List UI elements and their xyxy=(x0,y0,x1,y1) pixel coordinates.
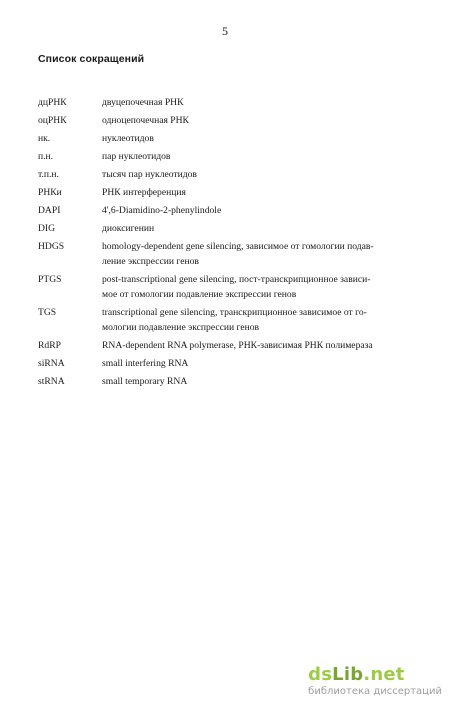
dslib-logo xyxy=(308,664,442,685)
abbreviation-row xyxy=(38,167,408,182)
abbreviation-term: RdRP xyxy=(38,340,61,351)
abbreviation-row xyxy=(38,272,408,302)
watermark-caption: библиотека диссертаций xyxy=(308,686,442,697)
abbreviation-row xyxy=(38,374,408,389)
abbreviation-term: РНКи xyxy=(38,187,62,198)
abbreviation-definition: homology-dependent gene silencing, зависимое от гомологии подав- ление экспрессии генов xyxy=(102,241,374,267)
abbreviation-term: TGS xyxy=(38,307,57,318)
abbreviation-definition: одноцепочечная РНК xyxy=(102,115,189,126)
abbreviation-row xyxy=(38,95,408,110)
abbreviation-definition: диоксигенин xyxy=(102,223,155,234)
abbreviation-term: DIG xyxy=(38,223,56,234)
abbreviation-definition: двуцепочечная РНК xyxy=(102,97,184,108)
abbreviation-row xyxy=(38,239,408,269)
abbreviation-term: дцРНК xyxy=(38,97,67,108)
abbreviation-term: HDGS xyxy=(38,241,65,252)
abbreviation-row xyxy=(38,221,408,236)
abbreviation-definition: тысяч пар нуклеотидов xyxy=(102,169,197,180)
abbreviation-row xyxy=(38,131,408,146)
abbreviation-definition: RNA-dependent RNA polymerase, РНК-зависимая РНК полимераза xyxy=(102,340,373,351)
abbreviation-definition: transcriptional gene silencing, транскрипционное зависимое от го- мологии подавление экспрессии генов xyxy=(102,307,367,333)
abbreviation-row xyxy=(38,203,408,218)
page-number: 5 xyxy=(222,24,228,38)
abbreviation-row xyxy=(38,185,408,200)
abbreviation-row xyxy=(38,338,408,353)
abbreviation-definition: РНК интерференция xyxy=(102,187,186,198)
abbreviation-definition: small interfering RNA xyxy=(102,358,189,369)
logo-part-lib: Lib xyxy=(332,664,364,685)
abbreviation-row xyxy=(38,356,408,371)
abbreviation-term: т.п.н. xyxy=(38,169,59,180)
abbreviation-row xyxy=(38,113,408,128)
abbreviation-term: siRNA xyxy=(38,358,65,369)
abbreviation-term: stRNA xyxy=(38,376,65,387)
logo-part-ds: ds xyxy=(308,664,333,685)
abbreviation-term: PTGS xyxy=(38,274,62,285)
abbreviation-definition: post-transcriptional gene silencing, пост-транскрипционное зависи- мое от гомологии подавление экспрессии генов xyxy=(102,274,371,300)
abbreviation-term: нк. xyxy=(38,133,51,144)
abbreviation-list xyxy=(38,95,408,392)
abbreviation-row xyxy=(38,149,408,164)
abbreviation-term: оцРНК xyxy=(38,115,67,126)
abbreviation-term: DAPI xyxy=(38,205,61,216)
dslib-watermark xyxy=(308,664,442,697)
logo-part-net: .net xyxy=(363,664,405,685)
abbreviation-definition: пар нуклеотидов xyxy=(102,151,171,162)
abbreviation-definition: small temporary RNA xyxy=(102,376,188,387)
abbreviation-row xyxy=(38,305,408,335)
abbreviation-definition: 4',6-Diamidino-2-phenylindole xyxy=(102,205,222,216)
abbreviation-definition: нуклеотидов xyxy=(102,133,154,144)
abbreviation-term: п.н. xyxy=(38,151,54,162)
section-title: Список сокращений xyxy=(38,53,145,65)
